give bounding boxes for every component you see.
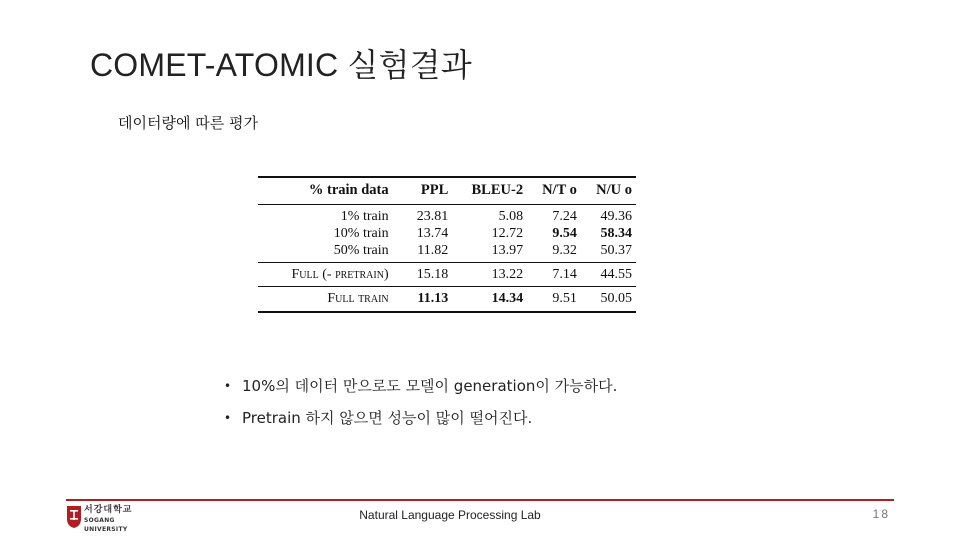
cell-ppl: 13.74 (416, 226, 449, 241)
cell-nu: 50.05 (581, 287, 636, 313)
table-row (258, 287, 636, 313)
cell-nu: 44.55 (581, 263, 636, 287)
col-header-nu: N/U o (581, 177, 636, 205)
cell-nt: 7.14 (527, 263, 581, 287)
col-header-nt: N/T o (527, 177, 581, 205)
cell-nt: 9.51 (527, 287, 581, 313)
university-logo (66, 504, 148, 533)
cell-bleu: 13.22 (452, 263, 527, 287)
page-number: 18 (872, 507, 890, 521)
logo-text (84, 505, 148, 534)
col-header-train-data: % train data (258, 177, 403, 205)
results-table-image (258, 176, 636, 321)
bullet-dot-icon: • (224, 379, 232, 393)
cell-nt: 9.54 (552, 226, 577, 241)
bullet-list (222, 372, 617, 436)
row-label: Full train (258, 287, 403, 313)
table-row (258, 242, 636, 263)
cell-nu: 58.34 (600, 226, 632, 241)
results-table (258, 176, 636, 313)
cell-ppl: 23.81 (416, 209, 449, 224)
cell-bleu: 14.34 (452, 287, 527, 313)
bullet-text: 10%의 데이터 만으로도 모델이 generation이 가능하다. (242, 377, 618, 395)
bullet-dot-icon: • (224, 411, 232, 425)
cell-ppl: 11.82 (403, 242, 453, 263)
cell-ppl: 11.13 (403, 287, 453, 313)
slide-title: COMET-ATOMIC 실험결과 (90, 47, 472, 83)
row-label: 10% train (333, 226, 389, 241)
table-row (258, 263, 636, 287)
shield-icon (66, 505, 82, 529)
col-header-bleu2: BLEU-2 (452, 177, 527, 205)
cell-bleu: 12.72 (491, 226, 524, 241)
cell-nt: 7.24 (552, 209, 577, 224)
cell-nt: 9.32 (527, 242, 581, 263)
logo-english: SOGANG UNIVERSITY (84, 517, 128, 533)
table-header-row (258, 177, 636, 205)
cell-nu: 50.37 (581, 242, 636, 263)
row-label: 50% train (258, 242, 403, 263)
cell-bleu: 13.97 (452, 242, 527, 263)
table-row (258, 225, 636, 242)
footer-divider (66, 499, 894, 501)
cell-ppl: 15.18 (403, 263, 453, 287)
logo-korean: 서강대학교 (84, 505, 133, 515)
list-item (222, 372, 617, 404)
col-header-ppl: PPL (403, 177, 453, 205)
bullet-text: Pretrain 하지 않으면 성능이 많이 떨어진다. (242, 409, 533, 427)
table-row (258, 205, 636, 226)
cell-nu: 49.36 (600, 209, 632, 224)
slide-subtitle: 데이터량에 따른 평가 (118, 114, 258, 132)
cell-bleu: 5.08 (498, 209, 524, 224)
row-label: Full (- pretrain) (258, 263, 403, 287)
row-label: 1% train (340, 209, 389, 224)
footer-lab-name: Natural Language Processing Lab (359, 508, 541, 522)
list-item (222, 404, 617, 436)
